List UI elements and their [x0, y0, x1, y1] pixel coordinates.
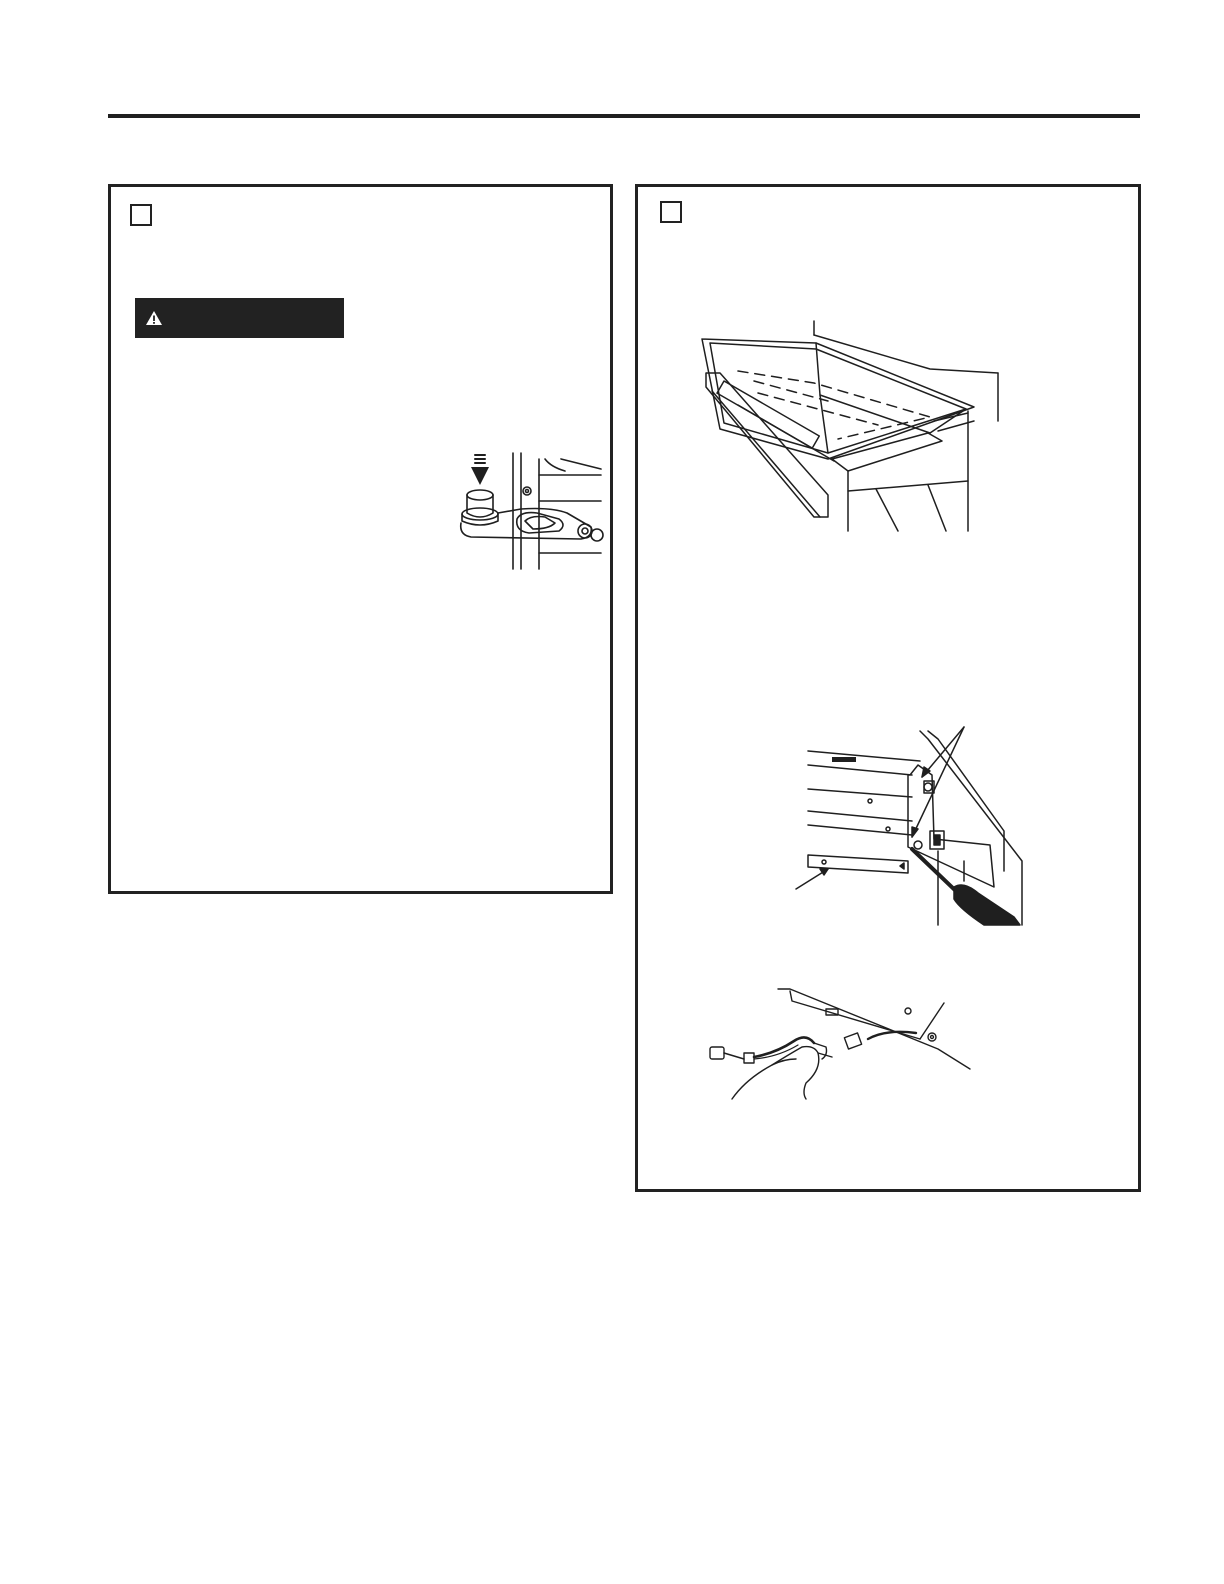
- warning-triangle-icon: [145, 310, 163, 326]
- drawer-rail-screws-illustration: [788, 721, 1024, 929]
- step-panel-left: [108, 184, 613, 894]
- step-number-box: [660, 201, 682, 223]
- step-number-box: [130, 204, 152, 226]
- step-panel-right: [635, 184, 1141, 1192]
- hinge-pin-press-illustration: [441, 453, 606, 571]
- freezer-drawer-basket-illustration: [698, 321, 1010, 535]
- wire-harness-connector-illustration: [706, 983, 976, 1103]
- header-rule: [108, 114, 1140, 118]
- warning-banner: [135, 298, 344, 338]
